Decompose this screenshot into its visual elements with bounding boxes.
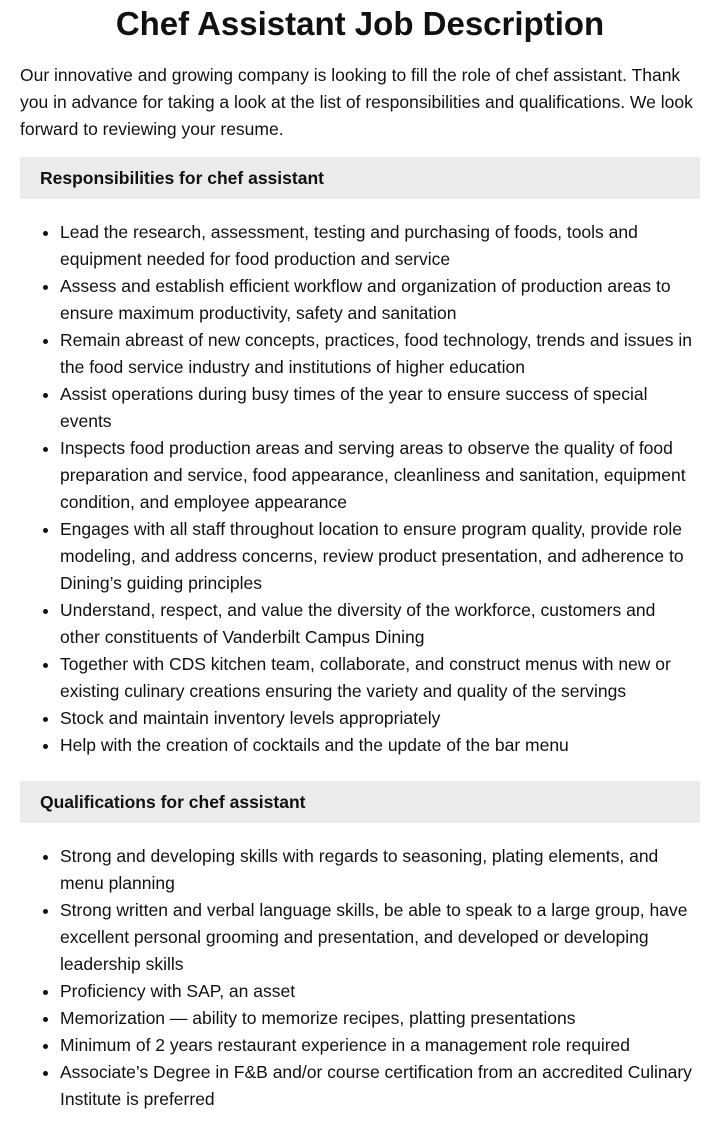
list-item: • Strong written and verbal language skills, be able to speak to a large group, have excellent personal grooming and presentation, and developed or developing leadership skills [60, 897, 700, 978]
list-item: • Memorization — ability to memorize recipes, platting presentations [60, 1005, 700, 1032]
list-item: • Associate’s Degree in F&B and/or course certification from an accredited Culinary Institute is preferred [60, 1059, 700, 1113]
list-item: • Proficiency with SAP, an asset [60, 978, 700, 1005]
list-item: • Lead the research, assessment, testing and purchasing of foods, tools and equipment needed for food production and service [60, 219, 700, 273]
list-item: • Minimum of 2 years restaurant experience in a management role required [60, 1032, 700, 1059]
list-item: • Remain abreast of new concepts, practices, food technology, trends and issues in the food service industry and institutions of higher education [60, 327, 700, 381]
list-item: • Inspects food production areas and serving areas to observe the quality of food preparation and service, food appearance, cleanliness and sanitation, equipment condition, and employee appearance [60, 435, 700, 516]
responsibilities-heading: Responsibilities for chef assistant [20, 157, 700, 199]
list-item: • Together with CDS kitchen team, collaborate, and construct menus with new or existing culinary creations ensuring the variety and quality of the servings [60, 651, 700, 705]
page-title: Chef Assistant Job Description [115, 5, 605, 42]
list-item: • Assist operations during busy times of the year to ensure success of special events [60, 381, 700, 435]
qualifications-heading: Qualifications for chef assistant [20, 781, 700, 823]
intro-paragraph: Our innovative and growing company is looking to fill the role of chef assistant. Thank you in advance for taking a look at the list of responsibilities and qualifications. We look forward to reviewing your resume. [20, 65, 693, 139]
responsibilities-list [20, 219, 700, 759]
list-item: • Understand, respect, and value the diversity of the workforce, customers and other constituents of Vanderbilt Campus Dining [60, 597, 700, 651]
list-item: • Strong and developing skills with regards to seasoning, plating elements, and menu planning [60, 843, 700, 897]
list-item: • Stock and maintain inventory levels appropriately [60, 705, 700, 732]
list-item: • Engages with all staff throughout location to ensure program quality, provide role modeling, and address concerns, review product presentation, and adherence to Dining’s guiding principles [60, 516, 700, 597]
qualifications-list [20, 843, 700, 1113]
list-item: • Assess and establish efficient workflow and organization of production areas to ensure maximum productivity, safety and sanitation [60, 273, 700, 327]
list-item: • Help with the creation of cocktails and the update of the bar menu [60, 732, 700, 759]
